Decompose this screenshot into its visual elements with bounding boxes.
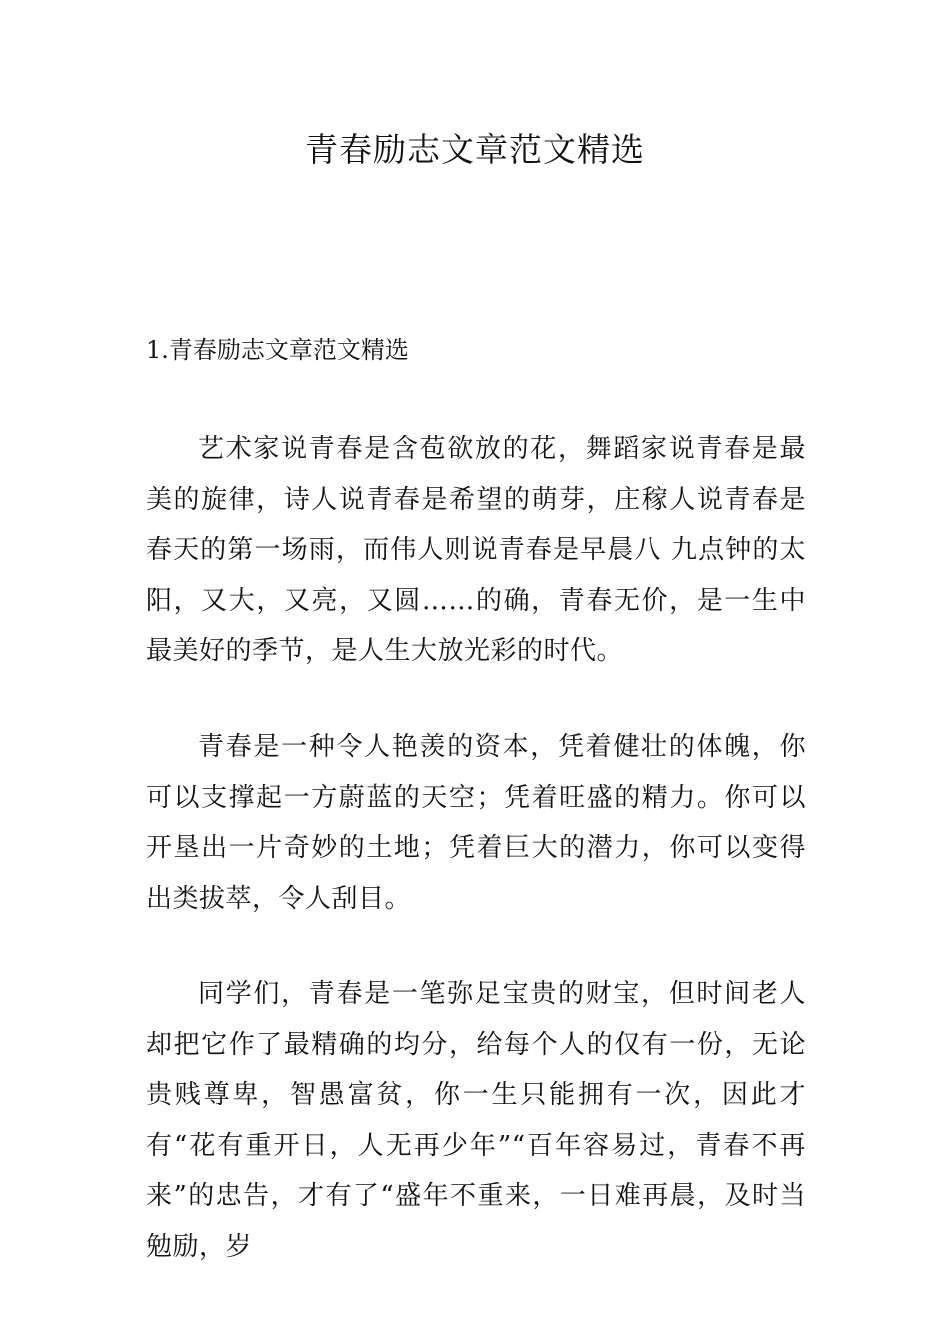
document-title: 青春励志文章范文精选 xyxy=(305,130,645,169)
paragraph-2: 青春是一种令人艳羡的资本，凭着健壮的体魄，你可以支撑起一方蔚蓝的天空；凭着旺盛的精力。你可以开垦出一片奇妙的土地；凭着巨大的潜力，你可以变得出类拔萃，令人刮目。 xyxy=(146,732,806,914)
paragraph-1: 艺术家说青春是含苞欲放的花，舞蹈家说青春是最美的旋律，诗人说青春是希望的萌芽，庄稼人说青春是春天的第一场雨，而伟人则说青春是早晨八 九点钟的太阳，又大，又亮，又圆……的确，青春无价，是一生中最美好的季节，是人生大放光彩的时代。 xyxy=(146,434,806,666)
section-heading: 1.青春励志文章范文精选 xyxy=(146,336,409,364)
paragraph-3: 同学们，青春是一笔弥足宝贵的财宝，但时间老人却把它作了最精确的均分，给每个人的仅有一份，无论贵贱尊卑，智愚富贫，你一生只能拥有一次，因此才有“花有重开日，人无再少年”“百年容易过，青春不再来”的忠告，才有了“盛年不重来，一日难再晨，及时当勉励，岁 xyxy=(146,979,806,1262)
